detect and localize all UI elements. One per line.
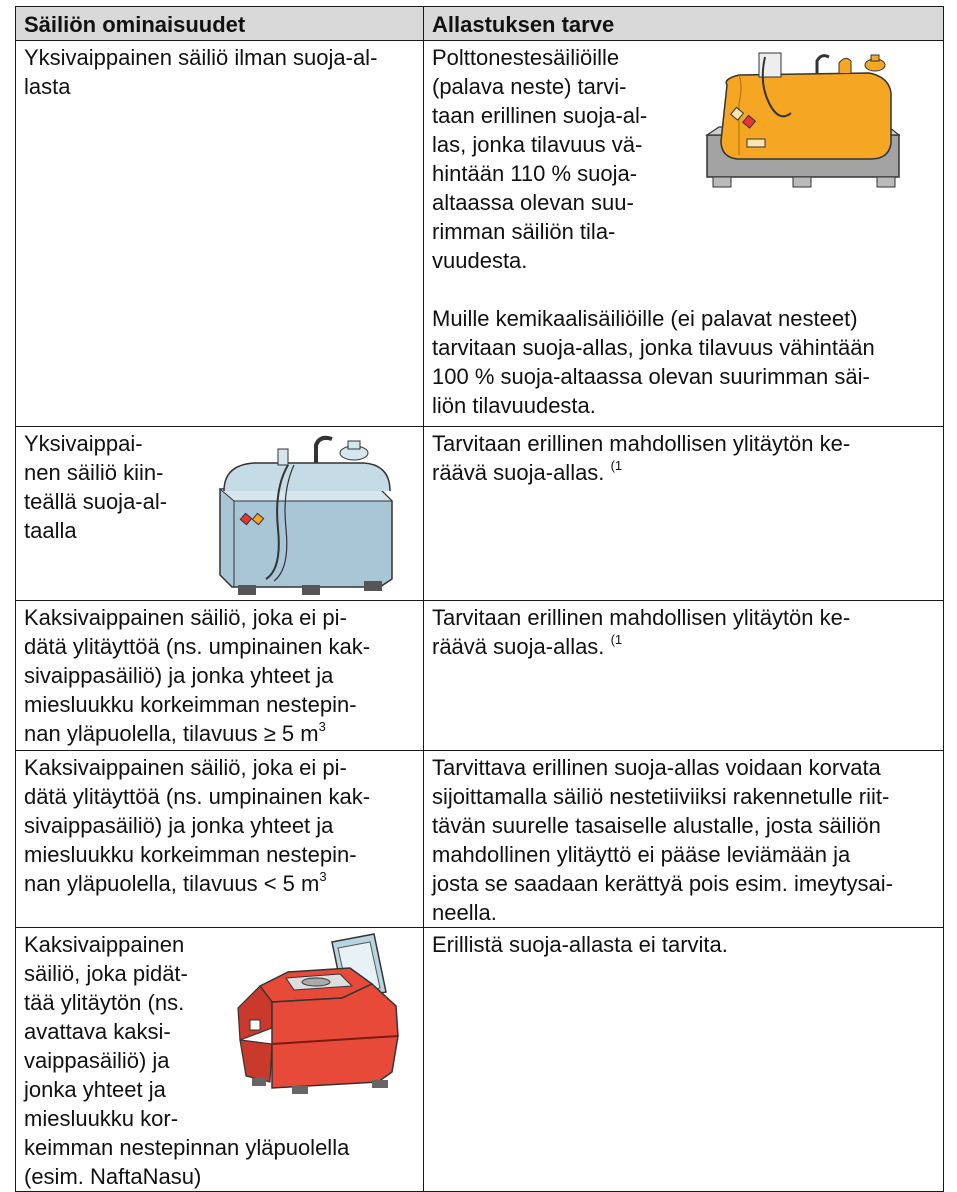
table-row bbox=[16, 751, 944, 928]
containment-cell bbox=[424, 928, 944, 1192]
footnote-ref: (1 bbox=[610, 631, 623, 647]
superscript-exponent: 3 bbox=[319, 868, 327, 884]
containment-text-chemical: Muille kemikaalisäiliöille (ei palavat nesteet) tarvitaan suoja-allas, jonka tilavuus vähintään 100 % suoja-altaassa olevan suurimman säi- liön tilavuudesta. bbox=[432, 306, 875, 418]
tank-property-cell bbox=[16, 601, 424, 751]
table-row bbox=[16, 928, 944, 1192]
tank-property-cell bbox=[16, 928, 424, 1192]
header-containment-need: Allastuksen tarve bbox=[424, 7, 944, 41]
tank-property-cell bbox=[16, 751, 424, 928]
tank-property-text: Yksivaippainen säiliö ilman suoja-al- lasta bbox=[24, 45, 378, 99]
containment-cell bbox=[424, 427, 944, 601]
containment-text: Tarvitaan erillinen mahdollisen ylitäytön ke- räävä suoja-allas. $^{(1}$ bbox=[432, 431, 851, 485]
containment-text: Erillistä suoja-allasta ei tarvita. bbox=[432, 932, 728, 957]
containment-text-flammable: Polttonestesäiliöille (palava neste) tarvi- taan erillinen suoja-al- las, jonka tilavuus vä- hintään 110 % suoja- altaassa olevan suu- rimman säiliön tila- vuudesta. bbox=[432, 45, 648, 273]
tank-property-cell bbox=[16, 41, 424, 427]
red-double-wall-tank-image bbox=[232, 932, 408, 1102]
table-row bbox=[16, 427, 944, 601]
tank-property-text: Kaksivaippainen säiliö, joka ei pi- dätä ylitäyttöä (ns. umpinainen kak- sivaippasäiliö) ja jonka yhteet ja miesluukku korkeimman nestepin- nan yläpuolella, tilavuus < 5 $m^3$ bbox=[24, 755, 371, 896]
containment-text: Tarvitaan erillinen mahdollisen ylitäytön ke- räävä suoja-allas. $^{(1}$ bbox=[432, 605, 851, 659]
tank-requirements-table bbox=[15, 6, 944, 1192]
orange-tank-in-basin-image bbox=[699, 43, 909, 203]
header-tank-properties: Säiliön ominaisuudet bbox=[16, 7, 424, 41]
containment-cell bbox=[424, 601, 944, 751]
tank-property-text: Yksivaippai- nen säiliö kiin- teällä suoja-al- taalla bbox=[24, 431, 168, 543]
tank-property-text: Kaksivaippainen säiliö, joka ei pi- dätä ylitäyttöä (ns. umpinainen kak- sivaippasäiliö) ja jonka yhteet ja miesluukku korkeimman nestepin- nan yläpuolella, tilavuus ≥ 5 $m^3$ bbox=[24, 605, 371, 746]
tank-property-text: Kaksivaippainen säiliö, joka pidät- tää ylitäytön (ns. avattava kaksi- vaippasäiliö) ja jonka yhteet ja miesluukku kor- keimman nestepinnan yläpuolella (esim. NaftaNasu) bbox=[24, 932, 350, 1189]
table-row bbox=[16, 601, 944, 751]
containment-cell bbox=[424, 41, 944, 427]
steel-tank-fixed-basin-image bbox=[204, 429, 404, 597]
superscript-exponent: 3 bbox=[318, 718, 326, 734]
containment-text: Tarvittava erillinen suoja-allas voidaan korvata sijoittamalla säiliö nestetiiviiksi rakennetulle riit- tävän suurelle tasaiselle alustalle, josta säiliön mahdollinen ylitäyttö ei pääse leviämään ja josta se saadaan kerättyä pois esim. imeytysai- neella. bbox=[432, 755, 893, 925]
tank-property-cell bbox=[16, 427, 424, 601]
footnote-ref: (1 bbox=[610, 457, 623, 473]
containment-cell bbox=[424, 751, 944, 928]
table-row bbox=[16, 41, 944, 427]
header-row bbox=[16, 7, 944, 41]
